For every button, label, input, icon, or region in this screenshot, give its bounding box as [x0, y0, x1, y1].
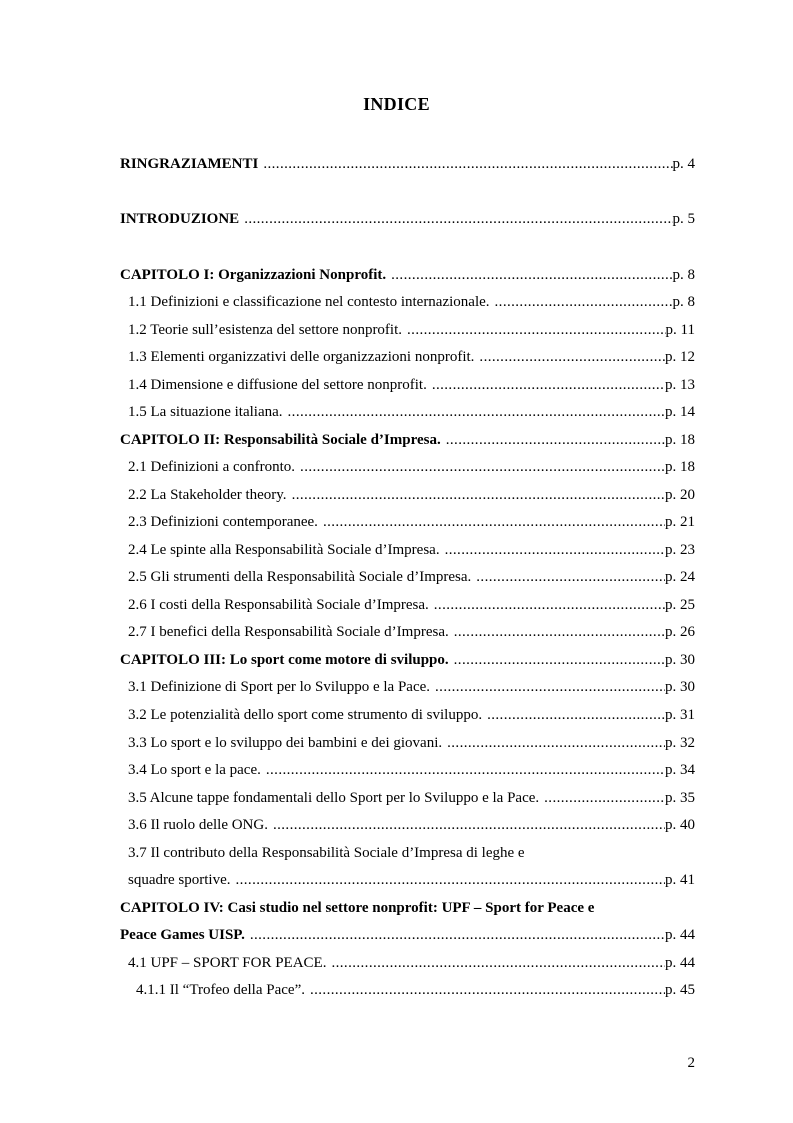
leader-dots — [445, 540, 665, 560]
toc-page: p. 11 — [665, 322, 695, 338]
toc-entry-3-3[interactable] — [128, 733, 695, 753]
toc-page: p. 20 — [665, 487, 695, 503]
toc-page: p. 5 — [672, 211, 695, 227]
toc-label: squadre sportive. — [128, 872, 231, 888]
toc-page: p. 8 — [672, 294, 695, 310]
toc-entry-1-5[interactable] — [128, 402, 695, 422]
toc-label: INTRODUZIONE — [120, 211, 240, 227]
toc-entry-introduzione[interactable] — [120, 209, 695, 229]
toc-page: p. 25 — [665, 597, 695, 613]
leader-dots — [235, 870, 665, 890]
leader-dots — [310, 980, 665, 1000]
toc-page: p. 34 — [665, 762, 695, 778]
toc-entry-4-1[interactable] — [128, 953, 695, 973]
toc-label: 1.3 Elementi organizzativi delle organizzazioni nonprofit. — [128, 349, 475, 365]
toc-label: 2.6 I costi della Responsabilità Sociale d’Impresa. — [128, 597, 429, 613]
toc-entry-1-3[interactable] — [128, 347, 695, 367]
toc-entry-capitolo-2[interactable] — [120, 430, 695, 450]
leader-dots — [434, 595, 665, 615]
leader-dots — [273, 815, 665, 835]
toc-entry-2-3[interactable] — [128, 512, 695, 532]
toc-label: CAPITOLO III: Lo sport come motore di sviluppo. — [120, 652, 449, 668]
toc-entry-2-5[interactable] — [128, 567, 695, 587]
leader-dots — [407, 320, 666, 340]
toc-label: 1.2 Teorie sull’esistenza del settore nonprofit. — [128, 322, 403, 338]
leader-dots — [266, 760, 665, 780]
leader-dots — [476, 567, 665, 587]
toc-label: 3.1 Definizione di Sport per lo Sviluppo e la Pace. — [128, 679, 431, 695]
toc-page: p. 18 — [665, 459, 695, 475]
toc-page: p. 18 — [665, 432, 695, 448]
toc-entry-1-4[interactable] — [128, 375, 695, 395]
toc-page: p. 13 — [665, 377, 695, 393]
toc-label: 3.6 Il ruolo delle ONG. — [128, 817, 268, 833]
toc-label: 2.1 Definizioni a confronto. — [128, 459, 296, 475]
toc-entry-2-6[interactable] — [128, 595, 695, 615]
leader-dots — [447, 733, 665, 753]
toc-page: p. 12 — [665, 349, 695, 365]
toc-page: p. 45 — [665, 982, 695, 998]
toc-page: p. 35 — [665, 790, 695, 806]
leader-dots — [263, 154, 672, 174]
toc-entry-2-1[interactable] — [128, 457, 695, 477]
toc-label: CAPITOLO I: Organizzazioni Nonprofit. — [120, 267, 387, 283]
toc-entry-1-1[interactable] — [128, 292, 695, 312]
toc-entry-3-2[interactable] — [128, 705, 695, 725]
toc-page: p. 4 — [672, 156, 695, 172]
toc-entry-ringraziamenti[interactable] — [120, 154, 695, 174]
toc-entry-4-1-1[interactable] — [136, 980, 695, 1000]
toc-entry-2-2[interactable] — [128, 485, 695, 505]
toc-entry-3-7[interactable] — [128, 870, 695, 890]
toc-label: 2.5 Gli strumenti della Responsabilità Sociale d’Impresa. — [128, 569, 472, 585]
leader-dots — [244, 209, 672, 229]
leader-dots — [331, 953, 665, 973]
toc-label: 4.1.1 Il “Trofeo della Pace”. — [136, 982, 305, 998]
leader-dots — [323, 512, 665, 532]
toc-page: p. 26 — [665, 624, 695, 640]
toc-label: 3.3 Lo sport e lo sviluppo dei bambini e dei giovani. — [128, 735, 443, 751]
toc-entry-3-4[interactable] — [128, 760, 695, 780]
toc-page: p. 41 — [665, 872, 695, 888]
toc-page: p. 24 — [665, 569, 695, 585]
toc-label: 1.1 Definizioni e classificazione nel contesto internazionale. — [128, 294, 490, 310]
toc-entry-capitolo-4-line1: CAPITOLO IV: Casi studio nel settore nonprofit: UPF – Sport for Peace e — [120, 900, 595, 916]
leader-dots — [288, 402, 665, 422]
toc-label: 1.4 Dimensione e diffusione del settore nonprofit. — [128, 377, 427, 393]
toc-label: 2.2 La Stakeholder theory. — [128, 487, 287, 503]
leader-dots — [391, 265, 672, 285]
toc-entry-1-2[interactable] — [128, 320, 695, 340]
page-title: INDICE — [363, 94, 430, 114]
toc-page: p. 44 — [665, 927, 695, 943]
toc-label: 2.3 Definizioni contemporanee. — [128, 514, 318, 530]
toc-label: 3.5 Alcune tappe fondamentali dello Sport per lo Sviluppo e la Pace. — [128, 790, 540, 806]
leader-dots — [544, 788, 665, 808]
leader-dots — [292, 485, 665, 505]
toc-entry-capitolo-3[interactable] — [120, 650, 695, 670]
toc-label: 1.5 La situazione italiana. — [128, 404, 283, 420]
toc-label: 2.4 Le spinte alla Responsabilità Sociale d’Impresa. — [128, 542, 440, 558]
toc-page: p. 14 — [665, 404, 695, 420]
leader-dots — [487, 705, 665, 725]
toc-entry-3-7-line1: 3.7 Il contributo della Responsabilità Sociale d’Impresa di leghe e — [128, 845, 525, 861]
toc-entry-3-6[interactable] — [128, 815, 695, 835]
leader-dots — [479, 347, 665, 367]
toc-page: p. 31 — [665, 707, 695, 723]
toc-label: 4.1 UPF – SPORT FOR PEACE. — [128, 955, 327, 971]
toc-label: Peace Games UISP. — [120, 927, 245, 943]
leader-dots — [454, 650, 665, 670]
toc-page: p. 30 — [665, 679, 695, 695]
toc-page: p. 21 — [665, 514, 695, 530]
toc-entry-2-7[interactable] — [128, 622, 695, 642]
toc-entry-3-5[interactable] — [128, 788, 695, 808]
toc-page: p. 44 — [665, 955, 695, 971]
toc-label: RINGRAZIAMENTI — [120, 156, 259, 172]
page-number: 2 — [687, 1055, 695, 1071]
toc-entry-capitolo-4[interactable] — [120, 925, 695, 945]
toc-page: p. 40 — [665, 817, 695, 833]
toc-page: p. 32 — [665, 735, 695, 751]
toc-entry-capitolo-1[interactable] — [120, 265, 695, 285]
toc-page: p. 8 — [672, 267, 695, 283]
leader-dots — [432, 375, 665, 395]
leader-dots — [250, 925, 665, 945]
toc-label: 3.2 Le potenzialità dello sport come strumento di sviluppo. — [128, 707, 483, 723]
leader-dots — [300, 457, 665, 477]
leader-dots — [495, 292, 673, 312]
toc-label: CAPITOLO II: Responsabilità Sociale d’Impresa. — [120, 432, 441, 448]
leader-dots — [454, 622, 665, 642]
toc-page: p. 23 — [665, 542, 695, 558]
toc-entry-2-4[interactable] — [128, 540, 695, 560]
toc-entry-3-1[interactable] — [128, 677, 695, 697]
toc-label: 2.7 I benefici della Responsabilità Sociale d’Impresa. — [128, 624, 449, 640]
toc-page: p. 30 — [665, 652, 695, 668]
leader-dots — [446, 430, 665, 450]
leader-dots — [435, 677, 665, 697]
toc-label: 3.4 Lo sport e la pace. — [128, 762, 261, 778]
